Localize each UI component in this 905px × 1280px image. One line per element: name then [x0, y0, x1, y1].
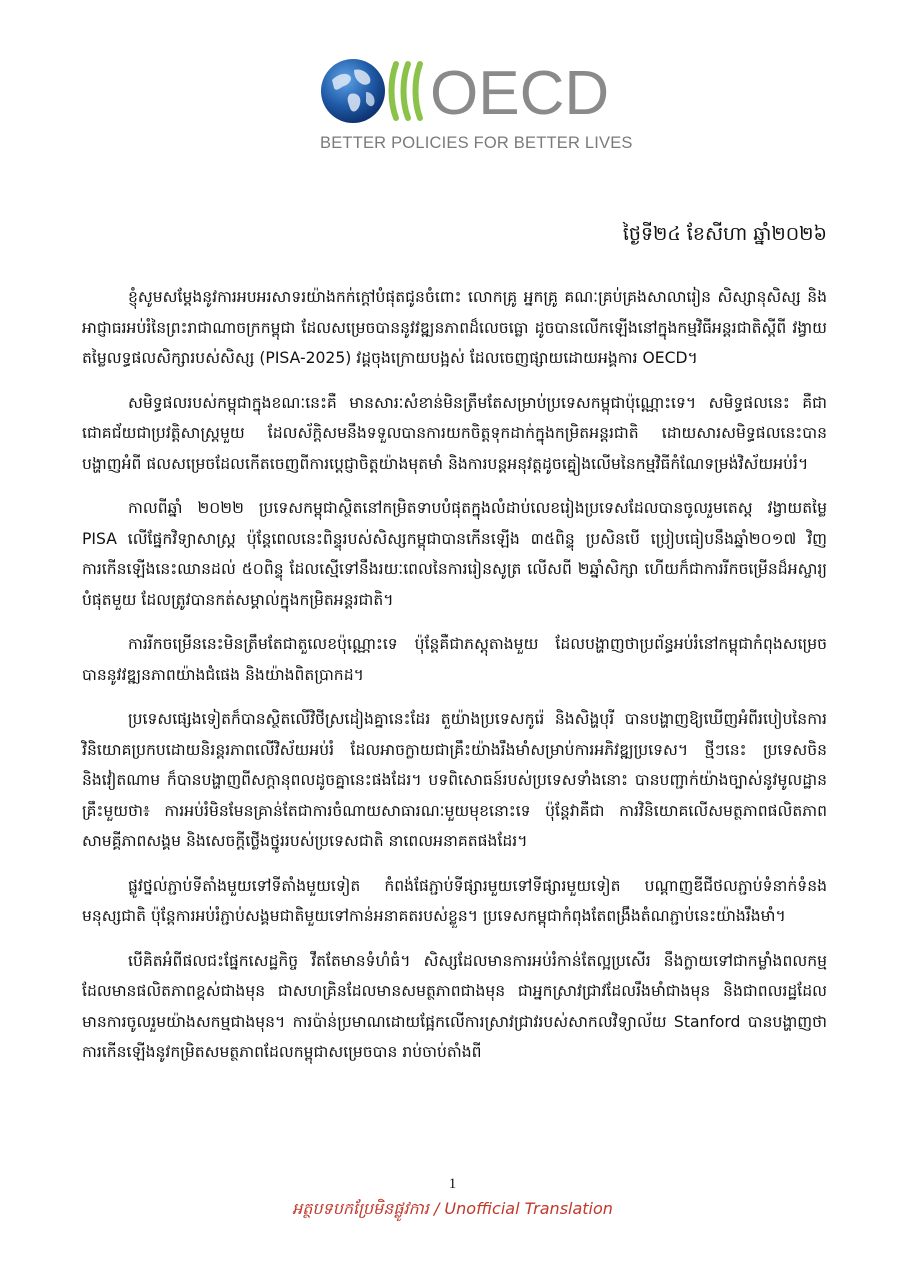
paragraph: ប្រទេសផ្សេងទៀតក៏បានស្ថិតលើវិថីស្រដៀងគ្នានេះដែរ តួយ៉ាងប្រទេសកូរ៉េ និងសិង្ហបុរី បានបង្ហាញឱ្យឃើញអំពីរបៀបនៃការវិនិយោគប្រកបដោយនិរន្តរភាពលើវិស័យអប់រំ ដែលអាចក្លាយជាគ្រឹះយ៉ាងរឹងមាំសម្រាប់ការអភិវឌ្ឍប្រទេស។ ថ្មីៗនេះ ប្រទេសចិន និងវៀតណាម ក៏បានបង្ហាញពីសក្ដានុពលដូចគ្នានេះផងដែរ។ បទពិសោធន៍របស់ប្រទេសទាំងនោះ បានបញ្ជាក់យ៉ាងច្បាស់នូវមូលដ្ឋានគ្រឹះមួយថា៖ ការអប់រំមិនមែនគ្រាន់តែជាការចំណាយសាធារណៈមួយមុខនោះទេ ប៉ុន្តែវាគឺជា ការវិនិយោគលើសមត្ថភាពផលិតភាព សាមគ្គីភាពសង្គម និងសេចក្ដីថ្លើងថ្នូររបស់ប្រទេសជាតិ នាពេលអនាគតផងដែរ។ — [82, 710, 827, 850]
page-number: 1 — [448, 1176, 457, 1192]
oecd-wordmark: OECD — [430, 59, 610, 124]
paragraph: ផ្លូវថ្នល់ភ្ជាប់ទីតាំងមួយទៅទីតាំងមួយទៀត កំពង់ផែភ្ជាប់ទីផ្សារមួយទៅទីផ្សារមួយទៀត បណ្ដាញឌីជីថលភ្ជាប់ទំនាក់ទំនងមនុស្សជាតិ ប៉ុន្តែការអប់រំភ្ជាប់សង្គមជាតិមួយទៅកាន់អនាគតរបស់ខ្លួន។ ប្រទេសកម្ពុជាកំពុងតែពង្រឹងតំណភ្ជាប់នេះយ៉ាងរឹងមាំ។ — [82, 876, 827, 925]
globe-icon — [321, 59, 385, 123]
paragraph: ការរីកចម្រើននេះមិនត្រឹមតែជាតួលេខប៉ុណ្ណោះទេ ប៉ុន្តែគឺជាភស្តុតាងមួយ ដែលបង្ហាញថាប្រព័ន្ធអប់រំនៅកម្ពុជាកំពុងសម្រេចបាននូវវឌ្ឍនភាពយ៉ាងជំផេង និងយ៉ាងពិតប្រាកដ។ — [82, 635, 827, 684]
translation-note: អត្ថបទបកប្រែមិនផ្លូវការ / Unofficial Translation — [292, 1199, 613, 1218]
logo-tagline: BETTER POLICIES FOR BETTER LIVES — [320, 134, 633, 152]
oecd-logo — [320, 58, 633, 158]
paragraph: សមិទ្ធផលរបស់កម្ពុជាក្នុងខណៈនេះគឺ មានសារៈសំខាន់មិនត្រឹមតែសម្រាប់ប្រទេសកម្ពុជាប៉ុណ្ណោះទេ។ សមិទ្ធផលនេះ គឺជាជោគជ័យជាប្រវត្តិសាស្ត្រមួយ ដែលស័ក្តិសមនឹងទទួលបានការយកចិត្តទុកដាក់ក្នុងកម្រិតអន្តរជាតិ ដោយសារសមិទ្ធផលនេះបានបង្ហាញអំពី ផលសម្រេចដែលកើតចេញពីការប្ដេជ្ញាចិត្តយ៉ាងមុតមាំ និងការបន្តអនុវត្តដូចគ្នៀងលើមនៃកម្មវិធីកំណែទម្រង់វិស័យអប់រំ។ — [82, 393, 827, 473]
paragraph: កាលពីឆ្នាំ ២០២២ ប្រទេសកម្ពុជាស្ថិតនៅកម្រិតទាបបំផុតក្នុងលំដាប់លេខរៀងប្រទេសដែលបានចូលរួមតេស្ត វង្វាយតម្លៃ PISA លើផ្នែកវិទ្យាសាស្ត្រ ប៉ុន្តែពេលនេះពិន្ទុរបស់សិស្សកម្ពុជាបានកើនឡើង ៣៥ពិន្ទុ ប្រសិនបើ ប្រៀបធៀបនឹងឆ្នាំ២០១៧ វិញ ការកើនឡើងនេះឈានដល់ ៥០ពិន្ទុ ដែលស្មើទៅនឹងរយៈពេលនៃការរៀនសូត្រ លើសពី ២ឆ្នាំសិក្សា ហើយក៏ជាការរីកចម្រើនដ៏អស្ចារ្យបំផុតមួយ ដែលត្រូវបានកត់សម្គាល់ក្នុងកម្រិតអន្តរជាតិ។ — [82, 499, 827, 609]
paragraph: បើគិតអំពីផលជះផ្នែកសេដ្ឋកិច្ច វឹតតែមានទំហំធំ។ សិស្សដែលមានការអប់រំកាន់តែល្អប្រសើរ នឹងក្លាយទៅជាកម្លាំងពលកម្មដែលមានផលិតភាពខ្ពស់ជាងមុន ជាសហគ្រិនដែលមានសមត្ថភាពជាងមុន ជាអ្នកស្រាវជ្រាវដែលរឹងមាំជាងមុន និងជាពលរដ្ឋដែលមានការចូលរួមយ៉ាងសកម្មជាងមុន។ ការប៉ាន់ប្រមាណដោយផ្អែកលើការស្រាវជ្រាវរបស់សាកលវិទ្យាល័យ Stanford បានបង្ហាញថា ការកើនឡើងនូវកម្រិតសមត្ថភាពដែលកម្ពុជាសម្រេចបាន រាប់ចាប់តាំងពី — [82, 951, 827, 1061]
chevrons-icon — [392, 64, 421, 118]
paragraph: ខ្ញុំសូមសម្ដែងនូវការអបអរសាទរយ៉ាងកក់ក្ដៅបំផុតជូនចំពោះ លោកគ្រូ អ្នកគ្រូ គណៈគ្រប់គ្រងសាលារៀន សិស្សានុសិស្ស និងអាជ្ញាធរអប់រំនៃព្រះរាជាណាចក្រកម្ពុជា ដែលសម្រេចបាននូវវឌ្ឍនភាពដ៏លេចធ្លោ ដូចបានលើកឡើងនៅក្នុងកម្មវិធីអន្តរជាតិស្ដីពី វង្វាយតម្លៃលទ្ធផលសិក្សារបស់សិស្ស (PISA-2025) វដ្ដចុងក្រោយបង្អស់ ដែលចេញផ្សាយដោយអង្គការ OECD។ — [82, 288, 827, 367]
letter-body — [82, 282, 827, 1082]
letter-date: ថ្ងៃទី២៤ ខែសីហា ឆ្នាំ២០២៦ — [622, 223, 827, 245]
oecd-logo-mark — [320, 58, 620, 124]
